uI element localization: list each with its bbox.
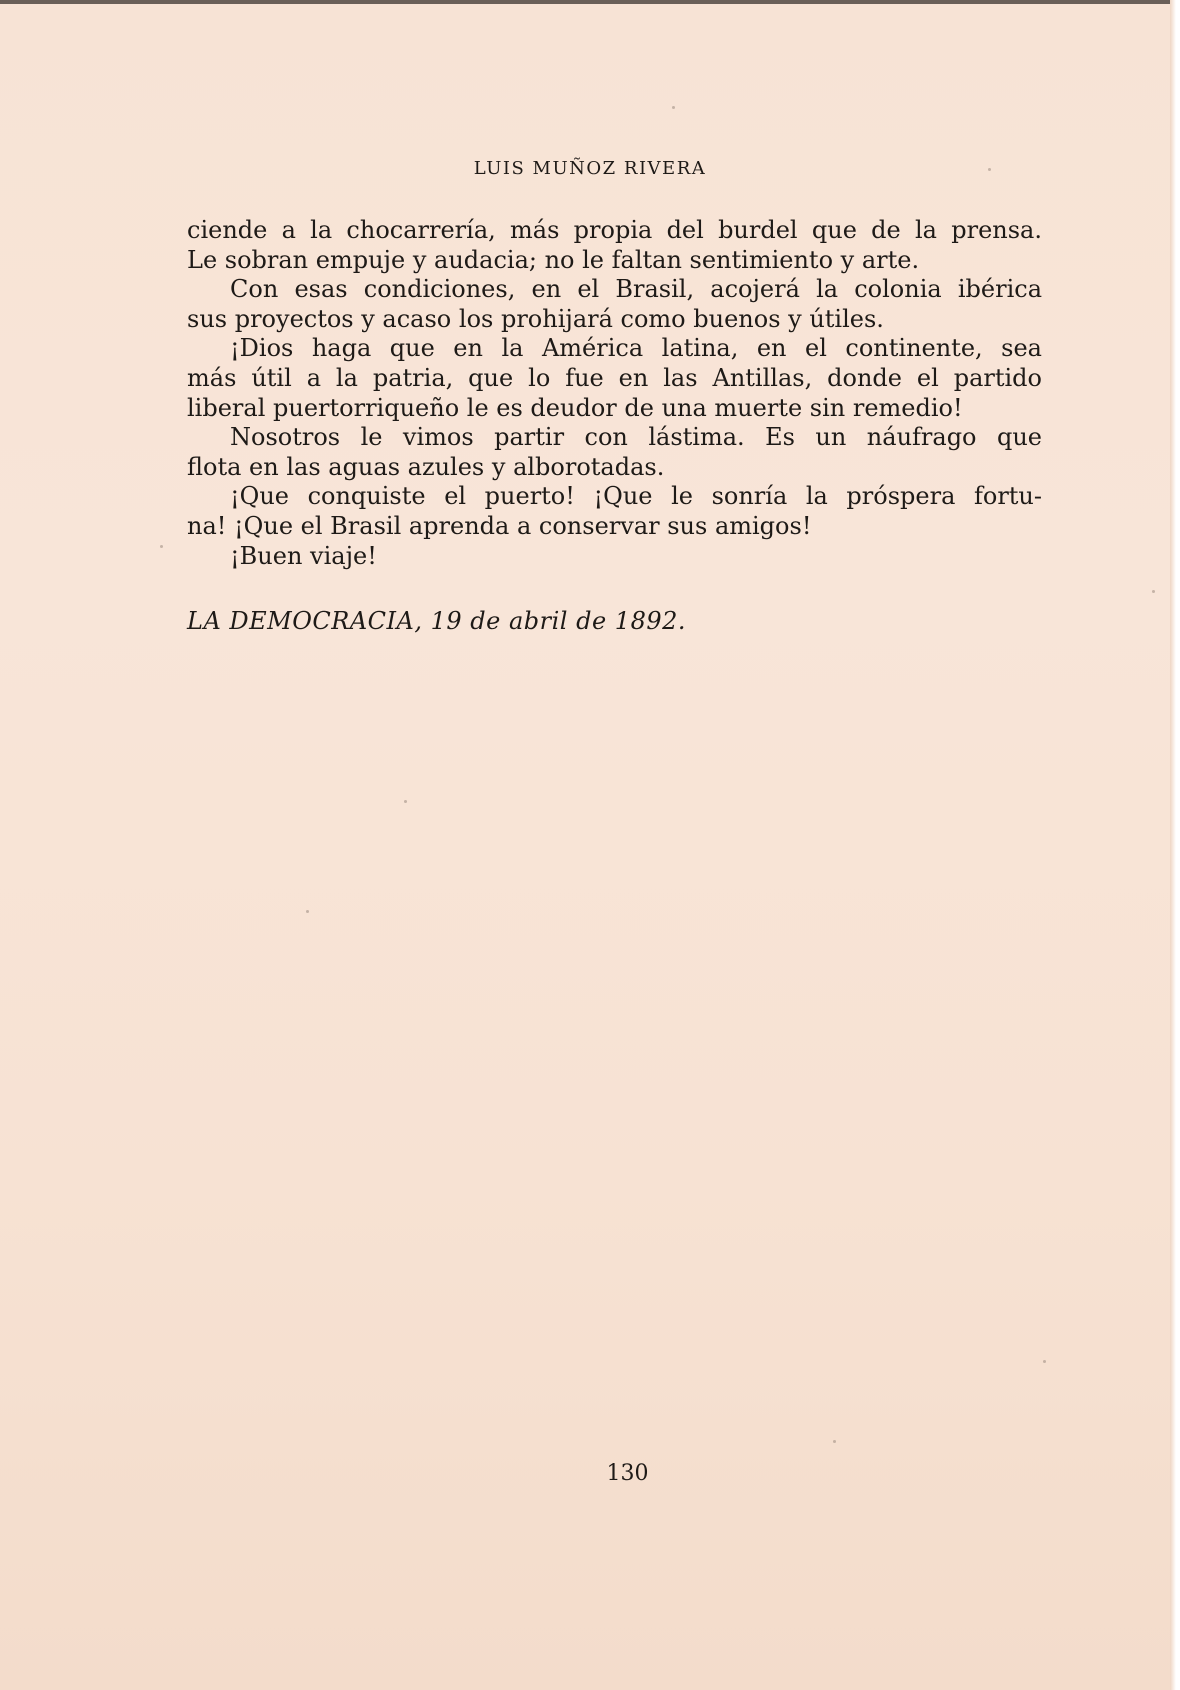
text-line: ¡Buen viaje!	[230, 541, 377, 570]
paper-speck	[160, 545, 163, 548]
page-number: 130	[606, 1461, 649, 1486]
text-line: ciende a la chocarrería, más propia del burdel que de la prensa.	[187, 216, 1042, 244]
source-citation: LA DEMOCRACIA, 19 de abril de 1892.	[187, 607, 686, 635]
paper-speck	[1043, 1360, 1046, 1363]
text-line: ¡Que conquiste el puerto! ¡Que le sonría la próspera fortu-	[230, 482, 1042, 511]
paper-speck	[833, 1440, 836, 1443]
paper-speck	[1152, 590, 1155, 593]
page-right-edge	[1170, 0, 1180, 1690]
paper-speck	[404, 800, 407, 803]
body-text	[187, 216, 1042, 571]
text-line: sus proyectos y acaso los prohijará como buenos y útiles.	[187, 304, 884, 333]
paper-speck	[672, 106, 675, 109]
text-line: na! ¡Que el Brasil aprenda a conservar sus amigos!	[187, 511, 812, 540]
text-line: Con esas condiciones, en el Brasil, acojerá la colonia ibérica	[230, 275, 1042, 304]
page-top-edge	[0, 0, 1180, 4]
text-line: flota en las aguas azules y alborotadas.	[187, 452, 665, 481]
paper-speck	[306, 910, 309, 913]
text-line: liberal puertorriqueño le es deudor de una muerte sin remedio!	[187, 393, 963, 422]
text-line: Nosotros le vimos partir con lástima. Es un náufrago que	[230, 423, 1042, 452]
running-head: LUIS MUÑOZ RIVERA	[473, 158, 707, 179]
text-line: ¡Dios haga que en la América latina, en el continente, sea	[230, 334, 1042, 363]
text-line: más útil a la patria, que lo fue en las Antillas, donde el partido	[187, 363, 1042, 392]
text-line: Le sobran empuje y audacia; no le faltan sentimiento y arte.	[187, 245, 920, 274]
